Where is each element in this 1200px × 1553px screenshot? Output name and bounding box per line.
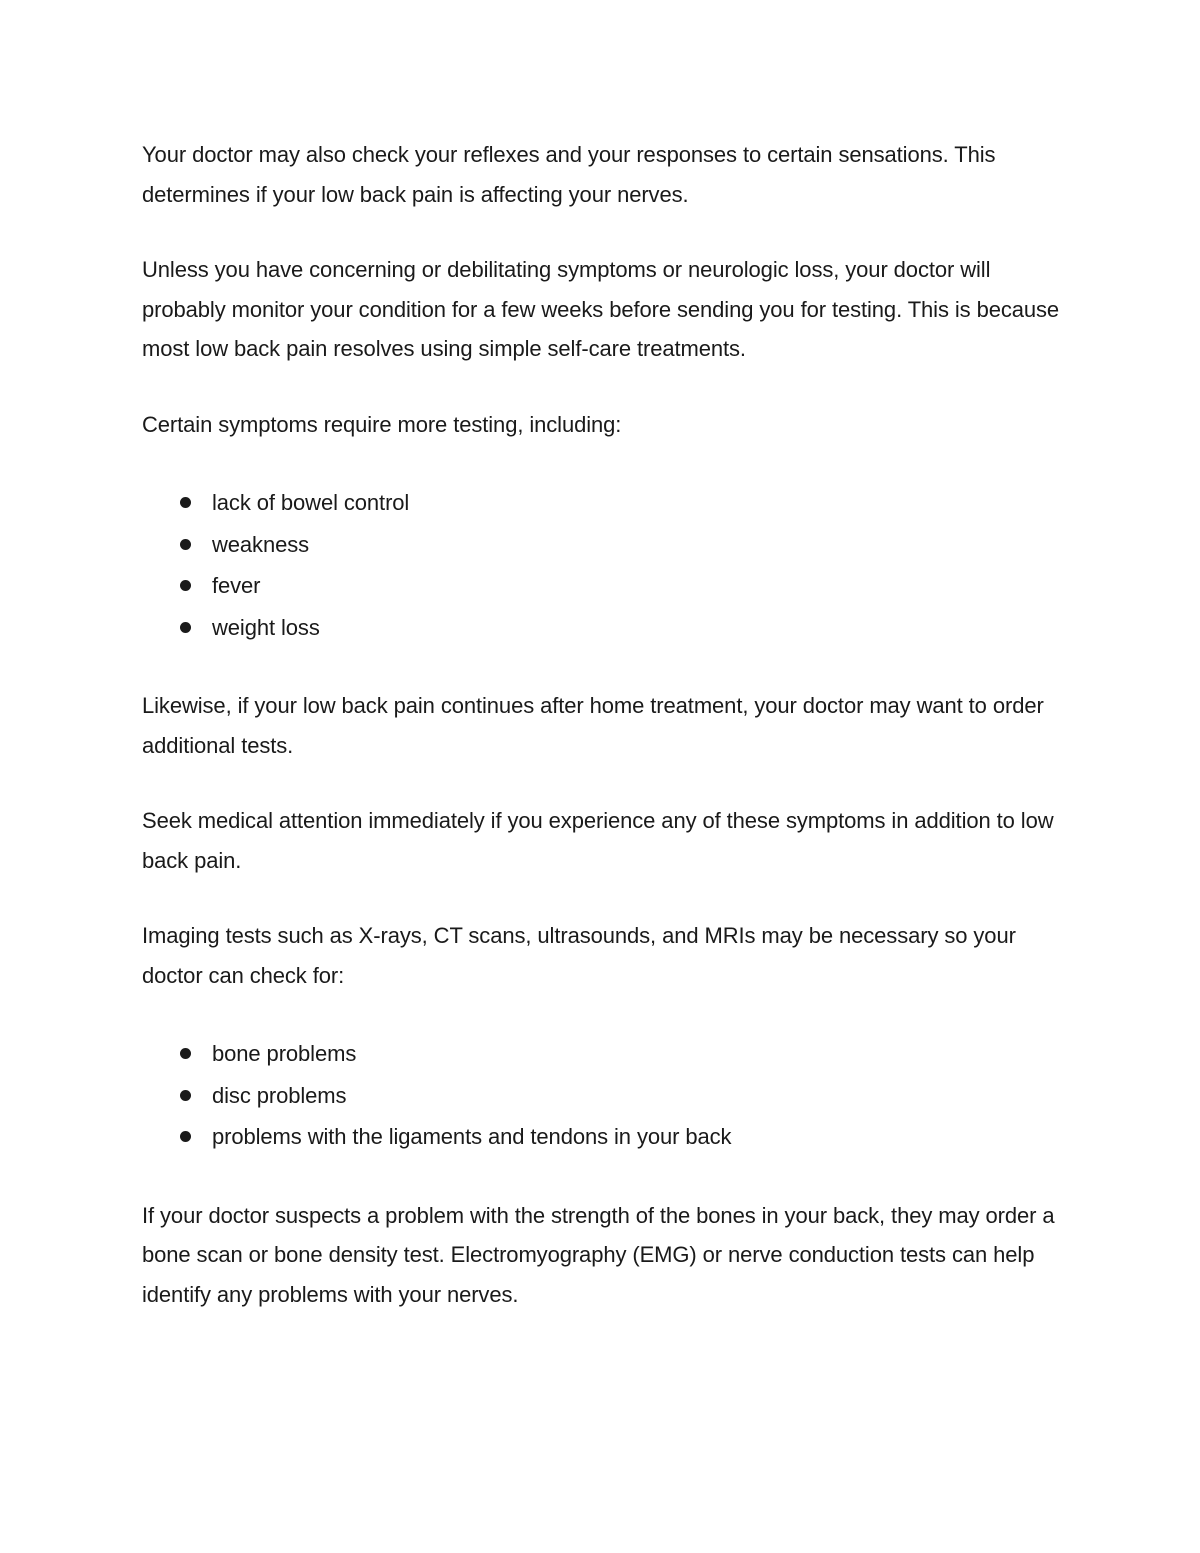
- bullet-icon: [180, 1048, 191, 1059]
- paragraph-testing-intro: Certain symptoms require more testing, including:: [142, 411, 622, 437]
- paragraph-additional-tests: Likewise, if your low back pain continues after home treatment, your doctor may want to order additional tests.: [142, 693, 1044, 758]
- list-item-text: bone problems: [212, 1041, 357, 1066]
- bullet-icon: [180, 1090, 191, 1101]
- list-item: [142, 524, 1072, 566]
- paragraph-imaging: Imaging tests such as X-rays, CT scans, ultrasounds, and MRIs may be necessary so your doctor can check for:: [142, 923, 1016, 988]
- checks-list: [142, 1033, 1072, 1158]
- list-item-text: weight loss: [212, 614, 320, 640]
- symptoms-list: [142, 482, 1072, 648]
- paragraph-reflexes: Your doctor may also check your reflexes and your responses to certain sensations. This determines if your low back pain is affecting your nerves.: [142, 142, 996, 207]
- bullet-icon: [180, 539, 191, 550]
- list-item: [142, 1075, 1072, 1117]
- list-item: [142, 1033, 1072, 1075]
- bullet-icon: [180, 580, 191, 591]
- list-item: [142, 1116, 1072, 1158]
- paragraph-monitoring: Unless you have concerning or debilitating symptoms or neurologic loss, your doctor will probably monitor your condition for a few weeks before sending you for testing. This is because most low back pain resolves using simple self-care treatments.: [142, 257, 1060, 361]
- list-item-text: disc problems: [212, 1082, 347, 1108]
- list-item-text: lack of bowel control: [212, 490, 410, 515]
- bullet-icon: [180, 622, 191, 633]
- bullet-icon: [180, 1131, 191, 1142]
- list-item-text: weakness: [212, 531, 310, 557]
- paragraph-bone-scan: If your doctor suspects a problem with the strength of the bones in your back, they may order a bone scan or bone density test. Electromyography (EMG) or nerve conduction tests can help identify any problems with your nerves.: [142, 1202, 1055, 1307]
- document-body: [142, 135, 1072, 1350]
- paragraph-seek-attention: Seek medical attention immediately if you experience any of these symptoms in addition to low back pain.: [142, 808, 1054, 873]
- list-item-text: problems with the ligaments and tendons in your back: [212, 1124, 732, 1149]
- list-item: [142, 607, 1072, 649]
- list-item: [142, 565, 1072, 607]
- list-item-text: fever: [212, 573, 261, 598]
- list-item: [142, 482, 1072, 524]
- bullet-icon: [180, 497, 191, 508]
